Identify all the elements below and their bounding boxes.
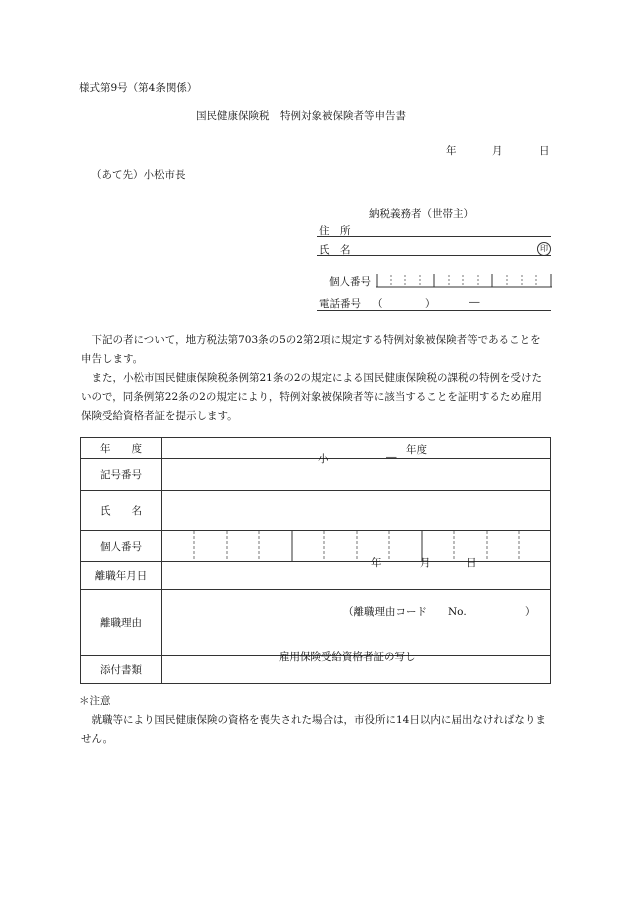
row-attachment [81, 656, 551, 684]
separation-reason-cell[interactable] [162, 590, 551, 656]
applicant-mynumber-label: 個人番号 [329, 276, 371, 288]
applicant-mynumber-boxes[interactable] [376, 273, 552, 288]
row-fiscal-year [81, 438, 551, 459]
seal-mark [537, 242, 551, 256]
reason-code-close: ） [525, 606, 536, 618]
name-field[interactable] [317, 255, 551, 256]
attachment-cell [162, 651, 551, 684]
table-name-label: 氏 名 [81, 491, 162, 531]
sep-day-label: 日 [466, 557, 477, 569]
sep-year-label: 年 [371, 557, 382, 569]
phone-open-paren: （ [372, 298, 383, 310]
declaration-table [80, 437, 551, 684]
form-id: 様式第9号（第4条関係） [79, 82, 198, 94]
address-label: 住 所 [319, 225, 351, 237]
table-mynumber-cell[interactable] [162, 531, 551, 562]
attachment-label: 添付書類 [81, 656, 162, 684]
addressee: （あて先）小松市長 [91, 169, 186, 181]
symbol-number-cell[interactable] [162, 451, 551, 491]
phone-label: 電話番号 [319, 298, 361, 310]
sep-month-label: 月 [420, 557, 431, 569]
address-field[interactable] [317, 236, 551, 237]
row-mynumber [81, 531, 551, 562]
reason-code-text: （離職理由コード No. [343, 606, 467, 618]
symbol-number-label: 記号番号 [81, 459, 162, 491]
date-year-label: 年 [446, 145, 457, 157]
phone-dash: ― [469, 296, 480, 308]
fiscal-year-label: 年 度 [81, 438, 162, 459]
symbol-dash: ― [386, 451, 397, 463]
date-month-label: 月 [492, 145, 503, 157]
phone-field[interactable] [317, 310, 551, 311]
separation-date-label: 離職年月日 [81, 562, 162, 590]
row-separation-date [81, 562, 551, 590]
applicant-heading: 納税義務者（世帯主） [369, 208, 474, 220]
date-day-label: 日 [539, 145, 550, 157]
page-title: 国民健康保険税 特例対象被保険者等申告書 [196, 110, 406, 122]
table-mynumber-label: 個人番号 [81, 531, 162, 562]
table-mynumber-dividers [162, 531, 552, 561]
symbol-prefix: 小 [318, 453, 329, 465]
notes-text: 就職等により国民健康保険の資格を喪失された場合は，市役所に14日以内に届出なければなりません。 [81, 714, 546, 745]
name-label: 氏 名 [319, 244, 351, 256]
row-name [81, 491, 551, 531]
table-name-cell[interactable] [162, 491, 551, 531]
attachment-value: 雇用保険受給資格者証の写し [279, 651, 416, 663]
fiscal-year-value: 年度 [406, 444, 427, 456]
row-separation-reason [81, 590, 551, 656]
seal-text: 印 [540, 244, 548, 253]
paragraph-1: 下記の者について，地方税法第703条の5の2第2項に規定する特例対象被保険者等であることを申告します。 [81, 334, 541, 365]
notes-heading: ＊注意 [79, 695, 111, 707]
phone-close-paren: ） [425, 298, 436, 310]
separation-reason-label: 離職理由 [81, 590, 162, 656]
fiscal-year-cell[interactable] [162, 438, 551, 459]
paragraph-2: また，小松市国民健康保険税条例第21条の2の規定による国民健康保険税の課税の特例を受けたいので，同条例第22条の2の規定により，特例対象被保険者等に該当することを証明するため雇用保険受給資格者証を提示します。 [81, 372, 543, 422]
separation-date-cell[interactable] [162, 557, 551, 590]
row-symbol-number [81, 459, 551, 491]
